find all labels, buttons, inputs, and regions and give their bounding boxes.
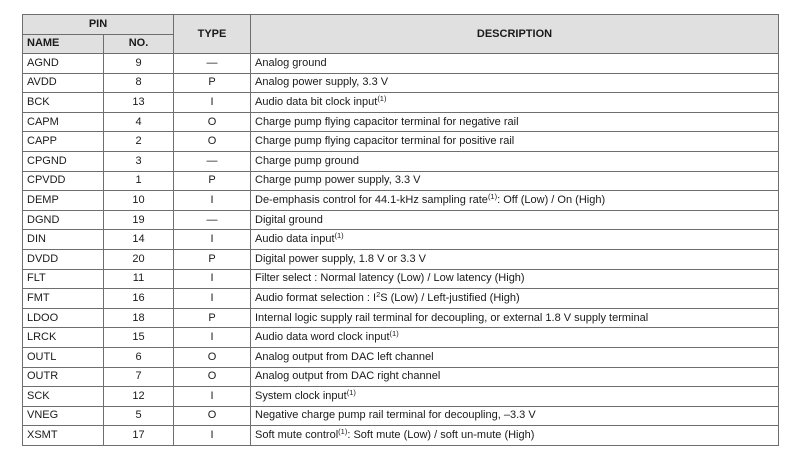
footnote-marker: (1) (346, 387, 356, 397)
table-row (23, 54, 779, 74)
table-row (23, 289, 779, 309)
pin-description-cell (251, 112, 779, 132)
description-text: Audio data word clock input (255, 331, 390, 344)
pin-description-cell (251, 249, 779, 269)
description-text: System clock input (255, 389, 347, 402)
pin-description-cell (251, 151, 779, 171)
pin-type-cell: I (174, 269, 251, 289)
pin-type-cell: O (174, 406, 251, 426)
table-row (23, 171, 779, 191)
pin-description-cell (251, 93, 779, 113)
pin-number-cell: 2 (104, 132, 174, 152)
pin-name-cell: FMT (23, 289, 104, 309)
table-row (23, 73, 779, 93)
pin-name-cell: DEMP (23, 191, 104, 211)
description-text-after: S (Low) / Left-justified (High) (380, 291, 520, 304)
pin-type-cell: O (174, 367, 251, 387)
pin-name-cell: FLT (23, 269, 104, 289)
table-row (23, 151, 779, 171)
description-text: Charge pump power supply, 3.3 V (255, 174, 421, 187)
description-text: Audio data bit clock input (255, 95, 378, 108)
pin-number-cell: 13 (104, 93, 174, 113)
pin-name-cell: OUTR (23, 367, 104, 387)
pin-type-cell: P (174, 171, 251, 191)
pin-name-cell: OUTL (23, 347, 104, 367)
pin-type-cell: — (174, 54, 251, 74)
pin-description-cell (251, 289, 779, 309)
description-text: Digital power supply, 1.8 V or 3.3 V (255, 252, 426, 265)
description-text: Filter select : Normal latency (Low) / Low latency (High) (255, 272, 525, 285)
pin-name-cell: DVDD (23, 249, 104, 269)
table-row (23, 347, 779, 367)
pin-description-cell (251, 426, 779, 446)
pin-type-cell: P (174, 249, 251, 269)
table-row (23, 93, 779, 113)
pin-description-cell (251, 308, 779, 328)
table-row (23, 387, 779, 407)
pin-name-cell: XSMT (23, 426, 104, 446)
pin-name-cell: DIN (23, 230, 104, 250)
description-text: Analog output from DAC right channel (255, 370, 441, 383)
pin-name-cell: CAPM (23, 112, 104, 132)
pin-number-cell: 16 (104, 289, 174, 309)
pin-description-cell (251, 171, 779, 191)
footnote-marker: (1) (389, 329, 399, 339)
header-name: NAME (23, 34, 104, 54)
footnote-marker: 2 (376, 289, 381, 299)
pin-name-cell: VNEG (23, 406, 104, 426)
pin-description-cell (251, 387, 779, 407)
description-text: Soft mute control (255, 429, 339, 442)
pin-number-cell: 5 (104, 406, 174, 426)
pin-type-cell: — (174, 210, 251, 230)
description-text: Audio format selection : I (255, 291, 377, 304)
description-text-after: : Soft mute (Low) / soft un-mute (High) (347, 429, 535, 442)
pin-name-cell: LRCK (23, 328, 104, 348)
description-text: Audio data input (255, 233, 335, 246)
pin-type-cell: O (174, 132, 251, 152)
pin-table-body (23, 54, 779, 446)
header-type: TYPE (174, 15, 251, 54)
footnote-marker: (1) (377, 93, 387, 103)
pin-description-cell (251, 230, 779, 250)
pin-number-cell: 11 (104, 269, 174, 289)
pin-number-cell: 6 (104, 347, 174, 367)
header-row-top (23, 15, 779, 35)
description-text: Digital ground (255, 213, 323, 226)
header-pin: PIN (23, 15, 174, 35)
description-text: Analog ground (255, 56, 327, 69)
pin-number-cell: 1 (104, 171, 174, 191)
pin-description-cell (251, 269, 779, 289)
table-row (23, 230, 779, 250)
pin-type-cell: I (174, 230, 251, 250)
pin-description-cell (251, 347, 779, 367)
pin-function-table (22, 14, 779, 446)
pin-description-cell (251, 54, 779, 74)
pin-number-cell: 7 (104, 367, 174, 387)
pin-number-cell: 18 (104, 308, 174, 328)
pin-number-cell: 19 (104, 210, 174, 230)
pin-type-cell: I (174, 328, 251, 348)
pin-description-cell (251, 73, 779, 93)
pin-number-cell: 4 (104, 112, 174, 132)
table-row (23, 308, 779, 328)
description-text: Charge pump flying capacitor terminal for negative rail (255, 115, 519, 128)
table-row (23, 132, 779, 152)
pin-name-cell: AVDD (23, 73, 104, 93)
footnote-marker: (1) (487, 191, 498, 201)
pin-name-cell: SCK (23, 387, 104, 407)
table-row (23, 367, 779, 387)
description-text: Charge pump ground (255, 154, 359, 167)
pin-type-cell: I (174, 289, 251, 309)
table-row (23, 406, 779, 426)
pin-name-cell: AGND (23, 54, 104, 74)
pin-number-cell: 12 (104, 387, 174, 407)
pin-description-cell (251, 367, 779, 387)
description-text: Analog power supply, 3.3 V (255, 76, 389, 89)
header-no: NO. (104, 34, 174, 54)
footnote-marker: (1) (334, 231, 344, 241)
pin-type-cell: I (174, 426, 251, 446)
description-text: Charge pump flying capacitor terminal for positive rail (255, 135, 515, 148)
pin-type-cell: O (174, 112, 251, 132)
table-row (23, 112, 779, 132)
table-row (23, 328, 779, 348)
pin-description-cell (251, 191, 779, 211)
pin-type-cell: P (174, 308, 251, 328)
description-text: Analog output from DAC left channel (255, 350, 434, 363)
table-row (23, 249, 779, 269)
description-text: Negative charge pump rail terminal for decoupling, –3.3 V (255, 409, 536, 422)
description-text-after: : Off (Low) / On (High) (497, 193, 606, 206)
pin-description-cell (251, 210, 779, 230)
pin-number-cell: 17 (104, 426, 174, 446)
pin-number-cell: 3 (104, 151, 174, 171)
description-text: Internal logic supply rail terminal for decoupling, or external 1.8 V supply terminal (255, 311, 649, 324)
pin-number-cell: 10 (104, 191, 174, 211)
pin-name-cell: CAPP (23, 132, 104, 152)
pin-name-cell: DGND (23, 210, 104, 230)
pin-type-cell: I (174, 93, 251, 113)
table-row (23, 426, 779, 446)
pin-number-cell: 8 (104, 73, 174, 93)
table-row (23, 269, 779, 289)
pin-name-cell: CPGND (23, 151, 104, 171)
table-row (23, 191, 779, 211)
pin-name-cell: LDOO (23, 308, 104, 328)
pin-number-cell: 14 (104, 230, 174, 250)
pin-name-cell: CPVDD (23, 171, 104, 191)
pin-type-cell: — (174, 151, 251, 171)
pin-description-cell (251, 132, 779, 152)
table-row (23, 210, 779, 230)
pin-type-cell: I (174, 191, 251, 211)
pin-number-cell: 20 (104, 249, 174, 269)
pin-description-cell (251, 328, 779, 348)
description-text: De-emphasis control for 44.1-kHz sampling rate (255, 193, 488, 206)
pin-name-cell: BCK (23, 93, 104, 113)
pin-type-cell: O (174, 347, 251, 367)
footnote-marker: (1) (338, 427, 348, 437)
pin-description-cell (251, 406, 779, 426)
pin-type-cell: I (174, 387, 251, 407)
pin-number-cell: 9 (104, 54, 174, 74)
header-description: DESCRIPTION (251, 15, 779, 54)
pin-number-cell: 15 (104, 328, 174, 348)
pin-type-cell: P (174, 73, 251, 93)
